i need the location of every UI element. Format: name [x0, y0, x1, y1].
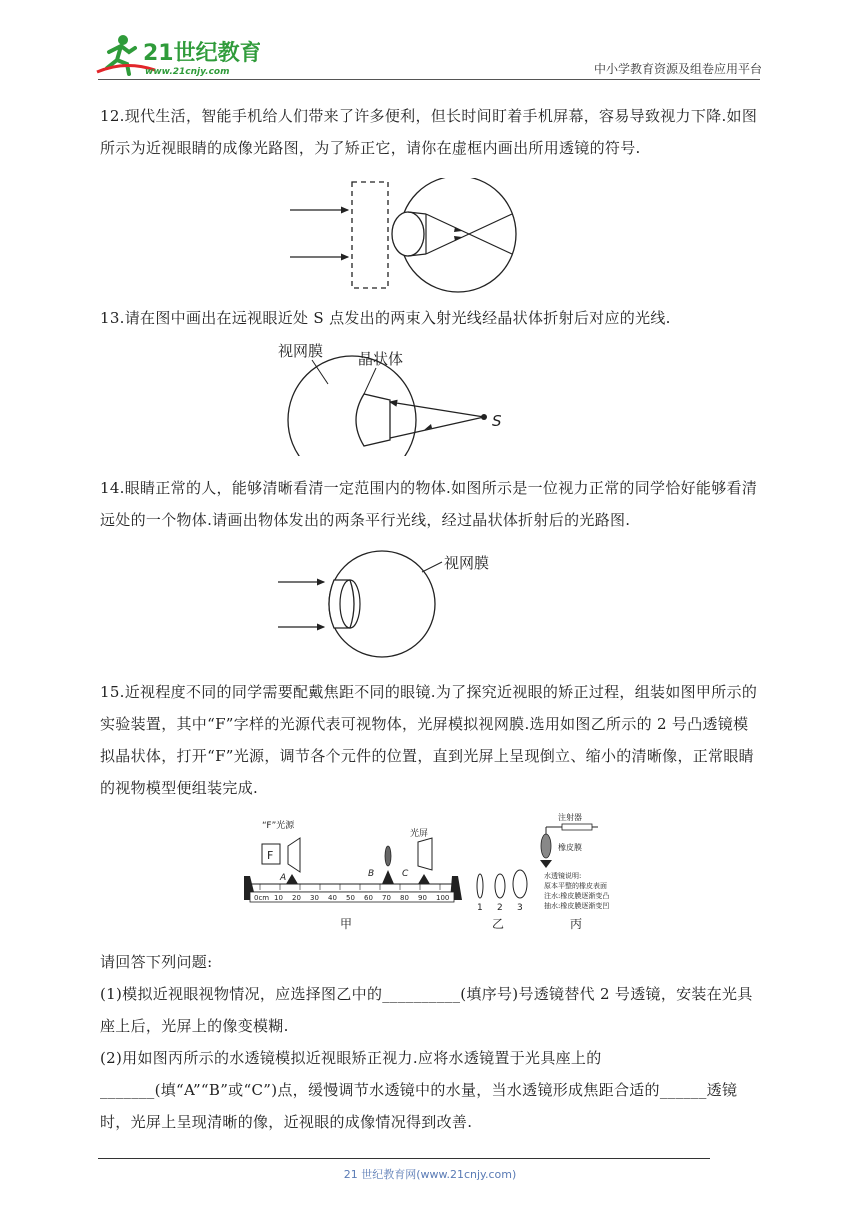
lens-number-3: 3: [517, 903, 523, 913]
question-13-text: 13.请在图中画出在远视眼近处 S 点发出的两束入射光线经晶状体折射后对应的光线.: [100, 309, 671, 327]
logo-text: 21世纪教育: [143, 41, 260, 66]
q13-figure: [272, 336, 522, 460]
light-source: [288, 838, 300, 872]
label-retina: 视网膜: [278, 342, 324, 360]
optical-bench: [248, 884, 456, 892]
water-lens: [541, 834, 551, 858]
scale-number: 60: [364, 894, 373, 902]
label-s: S: [492, 412, 502, 430]
label-source: “F”光源: [262, 821, 295, 831]
label-jia: 甲: [340, 917, 353, 931]
eye-lens: [392, 212, 424, 256]
label-b: B: [368, 869, 375, 879]
lens-number-1: 1: [477, 903, 483, 913]
light-screen: [418, 838, 432, 870]
scale-number: 10: [274, 894, 283, 902]
scale-number: 30: [310, 894, 319, 902]
scale-zero: 0cm: [254, 894, 270, 902]
eye-lens: [356, 394, 390, 446]
header-tagline: 中小学教育资源及组卷应用平台: [593, 62, 762, 76]
point-s: [481, 414, 487, 420]
label-syringe: 注射器: [558, 813, 582, 822]
dashed-lens-box: [352, 182, 388, 288]
lens-1: [477, 874, 483, 898]
scale-number: 70: [382, 894, 391, 902]
label-f: F: [267, 849, 274, 862]
q15-sub1: (1)模拟近视眼视物情况，应选择图乙中的__________(填序号)号透镜替代 2 号透镜，安装在光具座上后，光屏上的像变模糊.: [100, 985, 753, 1035]
scale-number: 90: [418, 894, 427, 902]
note-2: 注水:橡皮膜逐渐变凸: [544, 892, 610, 900]
note-1: 原本平整的橡皮表面: [544, 882, 607, 890]
scale-number: 80: [400, 894, 409, 902]
scale-number: 100: [436, 894, 450, 902]
header-divider: [98, 79, 760, 80]
lens-number-2: 2: [497, 903, 503, 913]
label-bing: 丙: [570, 917, 583, 931]
eyeball: [288, 356, 416, 456]
q14-figure: [272, 550, 532, 664]
q12-figure: [290, 178, 530, 298]
lens-b: [385, 846, 391, 866]
label-c: C: [402, 869, 409, 879]
eye-lens: [329, 580, 354, 628]
label-screen: 光屏: [410, 829, 429, 839]
q15-sub2: (2)用如图丙所示的水透镜模拟近视眼矫正视力.应将水透镜置于光具座上的_______(填“A”“B”或“C”)点，缓慢调节水透镜中的水量，当水透镜形成焦距合适的______透镜时，光屏上呈现清晰的像，近视眼的成像情况得到改善.: [100, 1049, 738, 1131]
label-retina: 视网膜: [444, 554, 490, 572]
note-3: 抽水:橡皮膜逐渐变凹: [544, 902, 610, 910]
logo-url: www.21cnjy.com: [145, 67, 230, 77]
lens-3: [513, 870, 527, 898]
site-logo: [95, 30, 260, 80]
q15-prompt: 请回答下列问题:: [100, 953, 213, 971]
scale-number: 50: [346, 894, 355, 902]
footer-divider: [98, 1158, 710, 1159]
syringe: [562, 824, 592, 830]
question-14-text: 14.眼睛正常的人，能够清晰看清一定范围内的物体.如图所示是一位视力正常的同学恰好能够看清远处的一个物体.请画出物体发出的两条平行光线，经过晶状体折射后的光路图.: [100, 479, 758, 529]
q15-figure: [240, 812, 640, 936]
lens-2: [495, 874, 505, 898]
note-title: 水透镜说明:: [544, 872, 582, 880]
question-15-text: 15.近视程度不同的同学需要配戴焦距不同的眼镜.为了探究近视眼的矫正过程，组装如图甲所示的实验装置，其中“F”字样的光源代表可视物体，光屏模拟视网膜.选用如图乙所示的 2 号凸透镜模拟晶状体，打开“F”光源，调节各个元件的位置，直到光屏上呈现倒立、缩小的清晰像，正常眼睛的视物模型便组装完成.: [100, 683, 758, 797]
label-membrane: 橡皮膜: [558, 843, 582, 852]
label-yi: 乙: [492, 917, 505, 931]
scale-number: 40: [328, 894, 337, 902]
scale-number: 20: [292, 894, 301, 902]
label-a: A: [280, 873, 287, 883]
question-12-text: 12.现代生活，智能手机给人们带来了许多便利，但长时间盯着手机屏幕，容易导致视力下降.如图所示为近视眼睛的成像光路图，为了矫正它，请你在虚框内画出所用透镜的符号.: [100, 107, 758, 157]
footer-text: 21 世纪教育网(www.21cnjy.com): [343, 1168, 517, 1181]
label-lens: 晶状体: [358, 350, 404, 368]
